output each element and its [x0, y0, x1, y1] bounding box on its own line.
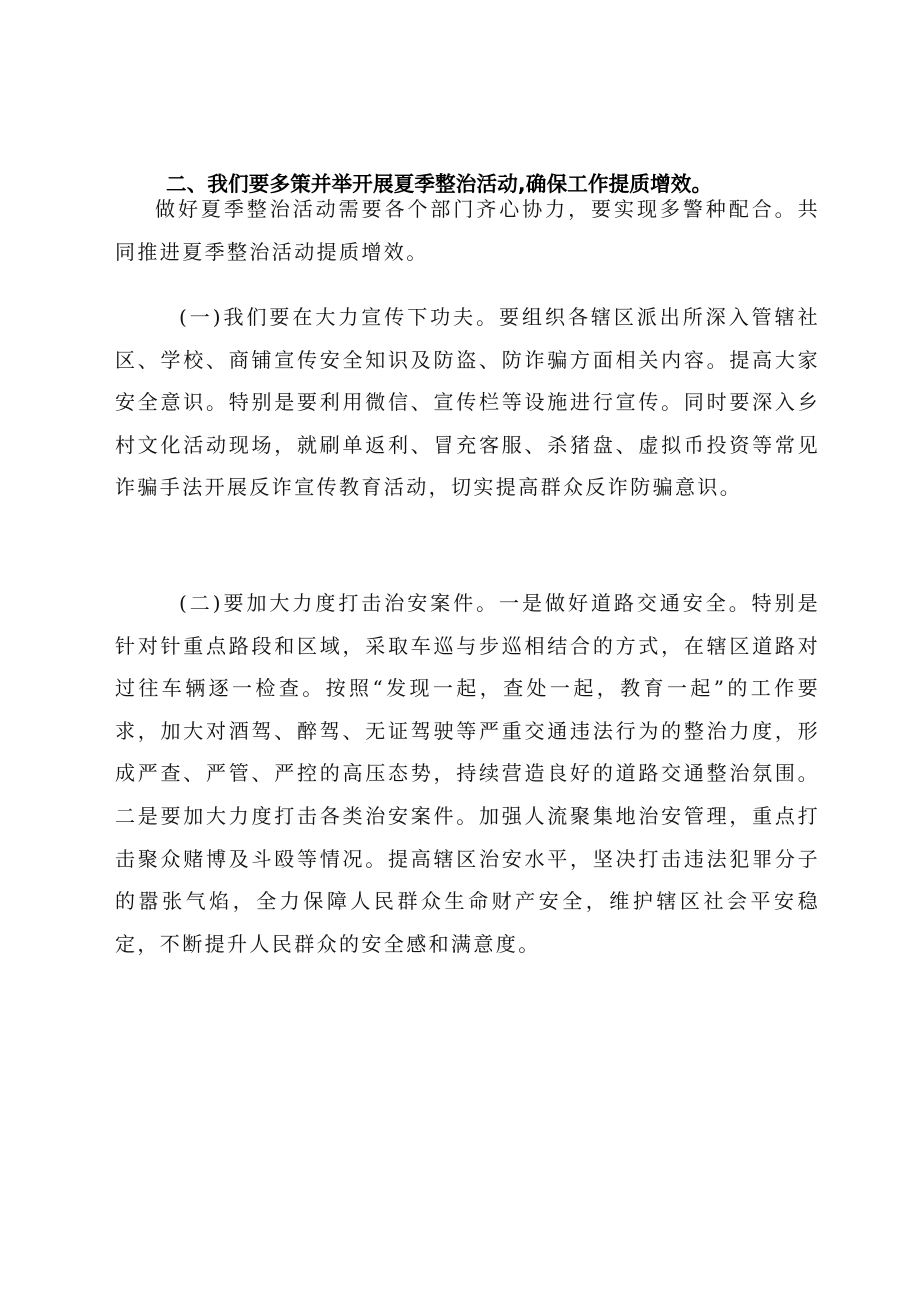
section-one-paragraph: (一)我们要在大力宣传下功夫。要组织各辖区派出所深入管辖社区、学校、商铺宣传安全知识及防盗、防诈骗方面相关内容。提高大家安全意识。特别是要利用微信、宣传栏等设施进行宣传。同时要深入乡村文化活动现场，就刷单返利、冒充客服、杀猪盘、虚拟币投资等常见诈骗手法开展反诈宣传教育活动，切实提高群众反诈防骗意识。	[115, 305, 820, 500]
section-two-paragraph: (二)要加大力度打击治安案件。一是做好道路交通安全。特别是针对针重点路段和区域，采取车巡与步巡相结合的方式，在辖区道路对过往车辆逐一检查。按照“发现一起，查处一起，教育一起”的工作要求，加大对酒驾、醉驾、无证驾驶等严重交通违法行为的整治力度，形成严查、严管、严控的高压态势，持续营造良好的道路交通整治氛围。二是要加大力度打击各类治安案件。加强人流聚集地治安管理，重点打击聚众赌博及斗殴等情况。提高辖区治安水平，坚决打击违法犯罪分子的嚣张气焰，全力保障人民群众生命财产安全，维护辖区社会平安稳定，不断提升人民群众的安全感和满意度。	[115, 591, 820, 956]
intro-paragraph: 做好夏季整治活动需要各个部门齐心协力，要实现多警种配合。共同推进夏季整治活动提质增效。	[115, 197, 820, 264]
section-heading: 二、我们要多策并举开展夏季整治活动,确保工作提质增效。	[166, 172, 713, 196]
